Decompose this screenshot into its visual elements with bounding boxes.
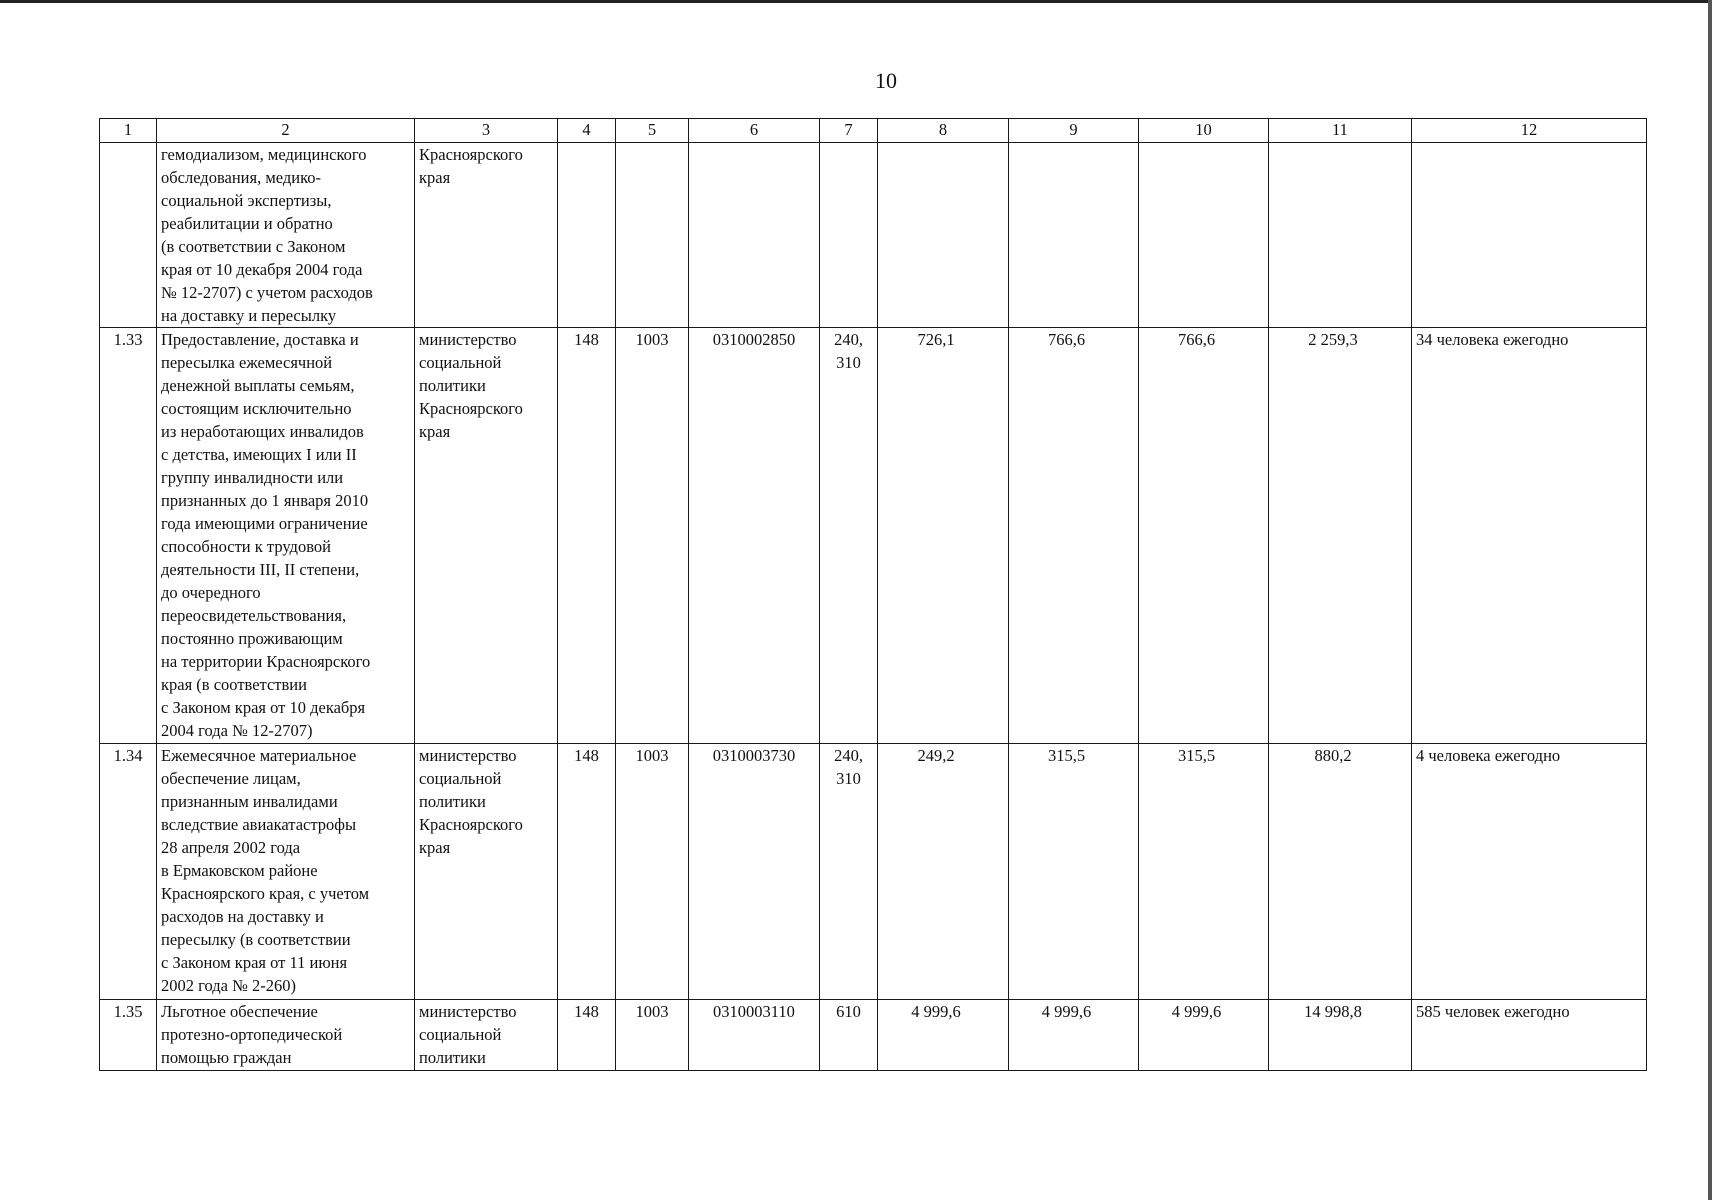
column-number: 4: [558, 119, 616, 143]
cell-col-12: 4 человека ежегодно: [1412, 744, 1647, 1000]
column-number-row: [100, 119, 1647, 143]
measure-name: Предоставление, доставка и пересылка ежемесячной денежной выплаты семьям, состоящим исключительно из неработающих инвалидов с детства, имеющих I или II группу инвалидности или признанных до 1 января 2010 года имеющими ограничение способности к трудовой деятельности III, II степени, до очередного переосвидетельствования, постоянно проживающим на территории Красноярского края (в соответствии с Законом края от 10 декабря 2004 года № 12-2707): [157, 328, 415, 744]
cell-col-12: 585 человек ежегодно: [1412, 1000, 1647, 1071]
cell-col-10: 315,5: [1139, 744, 1269, 1000]
cell-col-12: [1412, 143, 1647, 328]
cell-col-4: [558, 143, 616, 328]
cell-col-11: 2 259,3: [1269, 328, 1412, 744]
cell-col-7: [820, 143, 878, 328]
cell-col-11: [1269, 143, 1412, 328]
cell-col-10: 766,6: [1139, 328, 1269, 744]
table-row: [100, 744, 1647, 1000]
cell-col-4: 148: [558, 1000, 616, 1071]
cell-col-6: 0310002850: [689, 328, 820, 744]
cell-col-7: 240, 310: [820, 328, 878, 744]
column-number: 11: [1269, 119, 1412, 143]
row-number: [100, 143, 157, 328]
column-number: 10: [1139, 119, 1269, 143]
cell-col-7: 610: [820, 1000, 878, 1071]
column-number: 6: [689, 119, 820, 143]
cell-col-8: 249,2: [878, 744, 1009, 1000]
cell-col-6: [689, 143, 820, 328]
measure-name: Ежемесячное материальное обеспечение лицам, признанным инвалидами вследствие авиакатастрофы 28 апреля 2002 года в Ермаковском районе Красноярского края, с учетом расходов на доставку и пересылку (в соответствии с Законом края от 11 июня 2002 года № 2-260): [157, 744, 415, 1000]
cell-col-11: 880,2: [1269, 744, 1412, 1000]
cell-col-9: [1009, 143, 1139, 328]
row-number: 1.35: [100, 1000, 157, 1071]
column-number: 8: [878, 119, 1009, 143]
cell-col-5: 1003: [616, 1000, 689, 1071]
cell-col-11: 14 998,8: [1269, 1000, 1412, 1071]
column-number: 1: [100, 119, 157, 143]
measure-name: гемодиализом, медицинского обследования, медико- социальной экспертизы, реабилитации и обратно (в соответствии с Законом края от 10 декабря 2004 года № 12-2707) с учетом расходов на доставку и пересылку: [157, 143, 415, 328]
cell-col-8: 726,1: [878, 328, 1009, 744]
cell-col-9: 4 999,6: [1009, 1000, 1139, 1071]
cell-col-4: 148: [558, 328, 616, 744]
column-number: 5: [616, 119, 689, 143]
table-row: [100, 328, 1647, 744]
row-number: 1.33: [100, 328, 157, 744]
page-number: 10: [875, 68, 897, 93]
cell-col-6: 0310003730: [689, 744, 820, 1000]
cell-col-7: 240, 310: [820, 744, 878, 1000]
row-number: 1.34: [100, 744, 157, 1000]
column-number: 3: [415, 119, 558, 143]
cell-col-12: 34 человека ежегодно: [1412, 328, 1647, 744]
column-number: 9: [1009, 119, 1139, 143]
table-row: [100, 143, 1647, 328]
cell-col-5: 1003: [616, 328, 689, 744]
measure-name: Льготное обеспечение протезно-ортопедической помощью граждан: [157, 1000, 415, 1071]
scan-right-edge: [1708, 0, 1712, 1200]
cell-col-9: 315,5: [1009, 744, 1139, 1000]
cell-col-6: 0310003110: [689, 1000, 820, 1071]
budget-table: [99, 118, 1647, 1071]
cell-col-10: [1139, 143, 1269, 328]
executor: министерство социальной политики: [415, 1000, 558, 1071]
executor: министерство социальной политики Красноярского края: [415, 744, 558, 1000]
cell-col-9: 766,6: [1009, 328, 1139, 744]
column-number: 7: [820, 119, 878, 143]
scan-top-edge: [0, 0, 1712, 3]
table-row: [100, 1000, 1647, 1071]
cell-col-10: 4 999,6: [1139, 1000, 1269, 1071]
column-number: 2: [157, 119, 415, 143]
executor: Красноярского края: [415, 143, 558, 328]
cell-col-5: 1003: [616, 744, 689, 1000]
column-number: 12: [1412, 119, 1647, 143]
cell-col-8: 4 999,6: [878, 1000, 1009, 1071]
cell-col-5: [616, 143, 689, 328]
cell-col-4: 148: [558, 744, 616, 1000]
executor: министерство социальной политики Красноярского края: [415, 328, 558, 744]
cell-col-8: [878, 143, 1009, 328]
